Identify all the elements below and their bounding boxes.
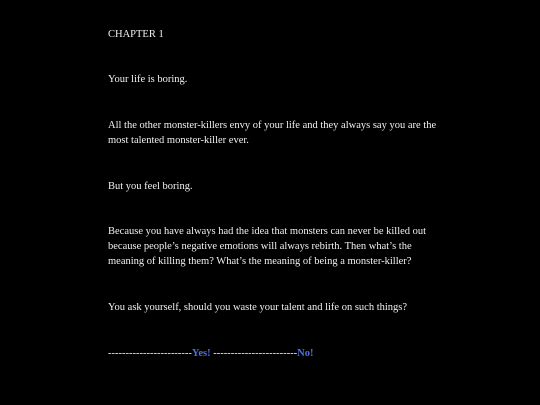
yes-dash-separator: ------------------------ — [108, 348, 192, 359]
chapter-title: CHAPTER 1 — [108, 29, 164, 40]
story-paragraph-4: Because you have always had the idea that monsters can never be killed out because people’s negative emotions will always rebirth. Then what’s the meaning of killing them? What’s the meaning of being a monster-killer? — [108, 226, 427, 267]
no-choice-link[interactable]: No! — [297, 348, 314, 359]
no-dash-separator: ------------------------ — [210, 348, 298, 359]
choice-row — [108, 346, 438, 361]
story-paragraph-1: Your life is boring. — [108, 74, 188, 85]
yes-choice-link[interactable]: Yes! — [191, 348, 211, 359]
story-paragraph-3: But you feel boring. — [108, 181, 193, 192]
story-paragraph-2: All the other monster-killers envy of your life and they always say you are the most talented monster-killer ever. — [108, 120, 437, 146]
story-paragraph-5: You ask yourself, should you waste your talent and life on such things? — [108, 302, 408, 313]
